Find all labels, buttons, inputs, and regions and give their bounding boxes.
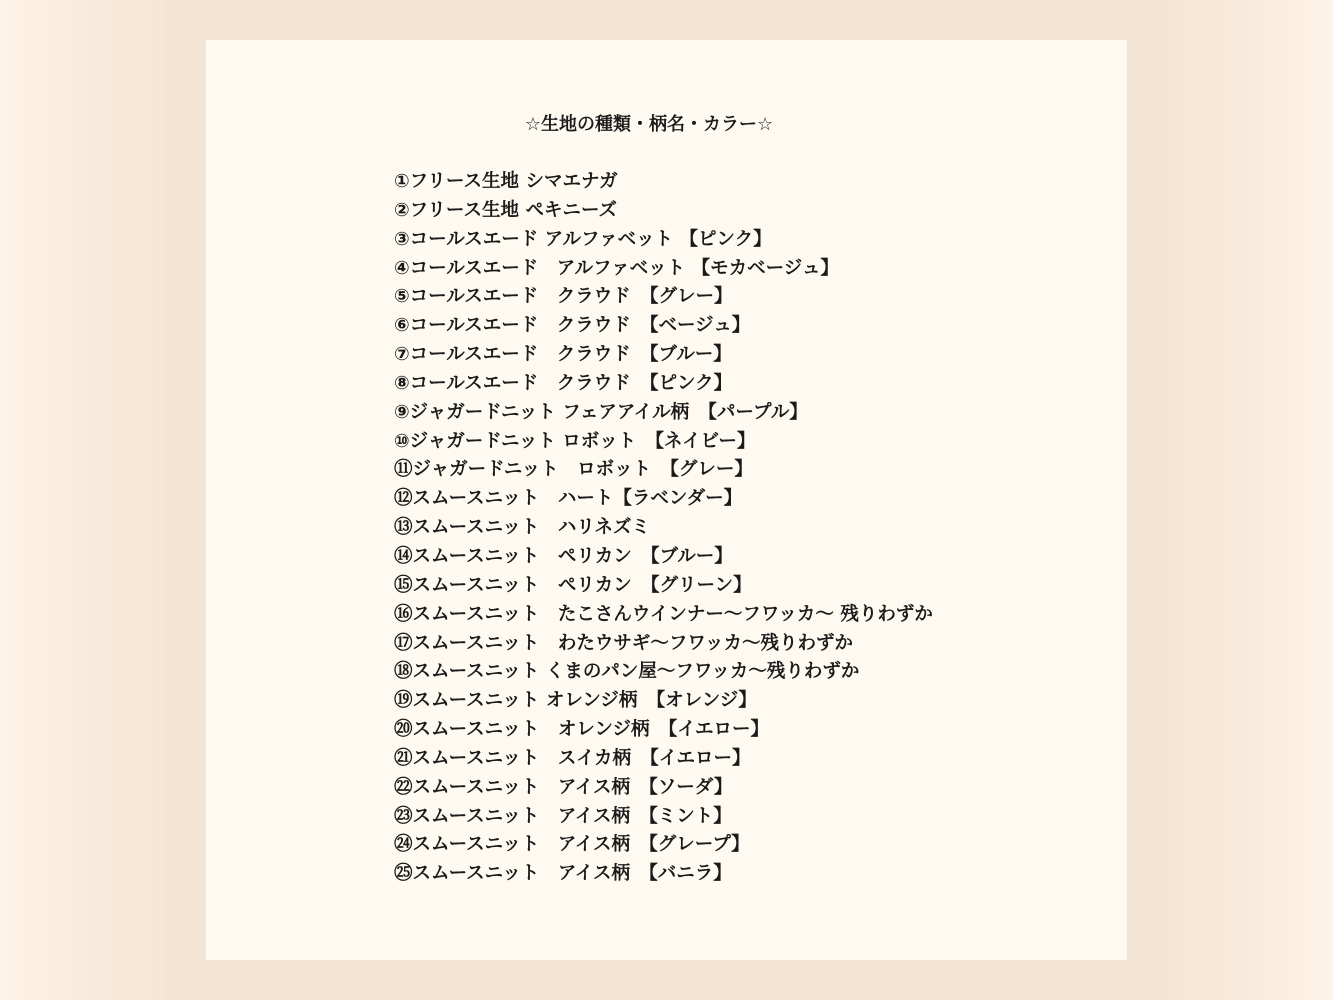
list-item: ⑯スムースニット たこさんウインナー〜フワッカ〜 残りわずか: [394, 603, 933, 625]
list-item: ⑤コールスエード クラウド 【グレー】: [394, 286, 733, 308]
list-item: ⑭スムースニット ペリカン 【ブルー】: [394, 545, 733, 567]
list-item: ⑪ジャガードニット ロボット 【グレー】: [394, 459, 753, 481]
list-item: ㉓スムースニット アイス柄 【ミント】: [394, 805, 732, 827]
document-title: ☆生地の種類・柄名・カラー☆: [524, 114, 774, 135]
fabric-list: [394, 168, 933, 889]
list-item: ⑨ジャガードニット フェアアイル柄 【パープル】: [394, 401, 808, 423]
list-item: ⑧コールスエード クラウド 【ピンク】: [394, 372, 733, 394]
list-item: ⑲スムースニット オレンジ柄 【オレンジ】: [394, 690, 757, 712]
list-item: ⑱スムースニット くまのパン屋〜フワッカ〜残りわずか: [394, 661, 860, 683]
list-item: ㉒スムースニット アイス柄 【ソーダ】: [394, 776, 733, 798]
list-item: ⑦コールスエード クラウド 【ブルー】: [394, 344, 732, 366]
list-item: ⑥コールスエード クラウド 【ベージュ】: [394, 315, 751, 337]
list-item: ⑳スムースニット オレンジ柄 【イエロー】: [394, 719, 769, 741]
list-item: ㉑スムースニット スイカ柄 【イエロー】: [394, 747, 751, 769]
list-item: ③コールスエード アルファベット 【ピンク】: [394, 228, 772, 250]
list-item: ⑫スムースニット ハート【ラベンダー】: [394, 488, 743, 510]
list-item: ㉕スムースニット アイス柄 【バニラ】: [394, 863, 732, 885]
list-item: ⑬スムースニット ハリネズミ: [394, 517, 651, 539]
list-item: ⑩ジャガードニット ロボット 【ネイビー】: [394, 430, 756, 452]
list-item: ㉔スムースニット アイス柄 【グレープ】: [394, 834, 750, 856]
list-item: ①フリース生地 シマエナガ: [394, 171, 618, 192]
list-item: ⑰スムースニット わたウサギ〜フワッカ〜残りわずか: [394, 632, 853, 654]
list-item: ②フリース生地 ペキニーズ: [394, 199, 618, 221]
list-item: ④コールスエード アルファベット 【モカベージュ】: [394, 257, 839, 279]
list-item: ⑮スムースニット ペリカン 【グリーン】: [394, 574, 752, 596]
